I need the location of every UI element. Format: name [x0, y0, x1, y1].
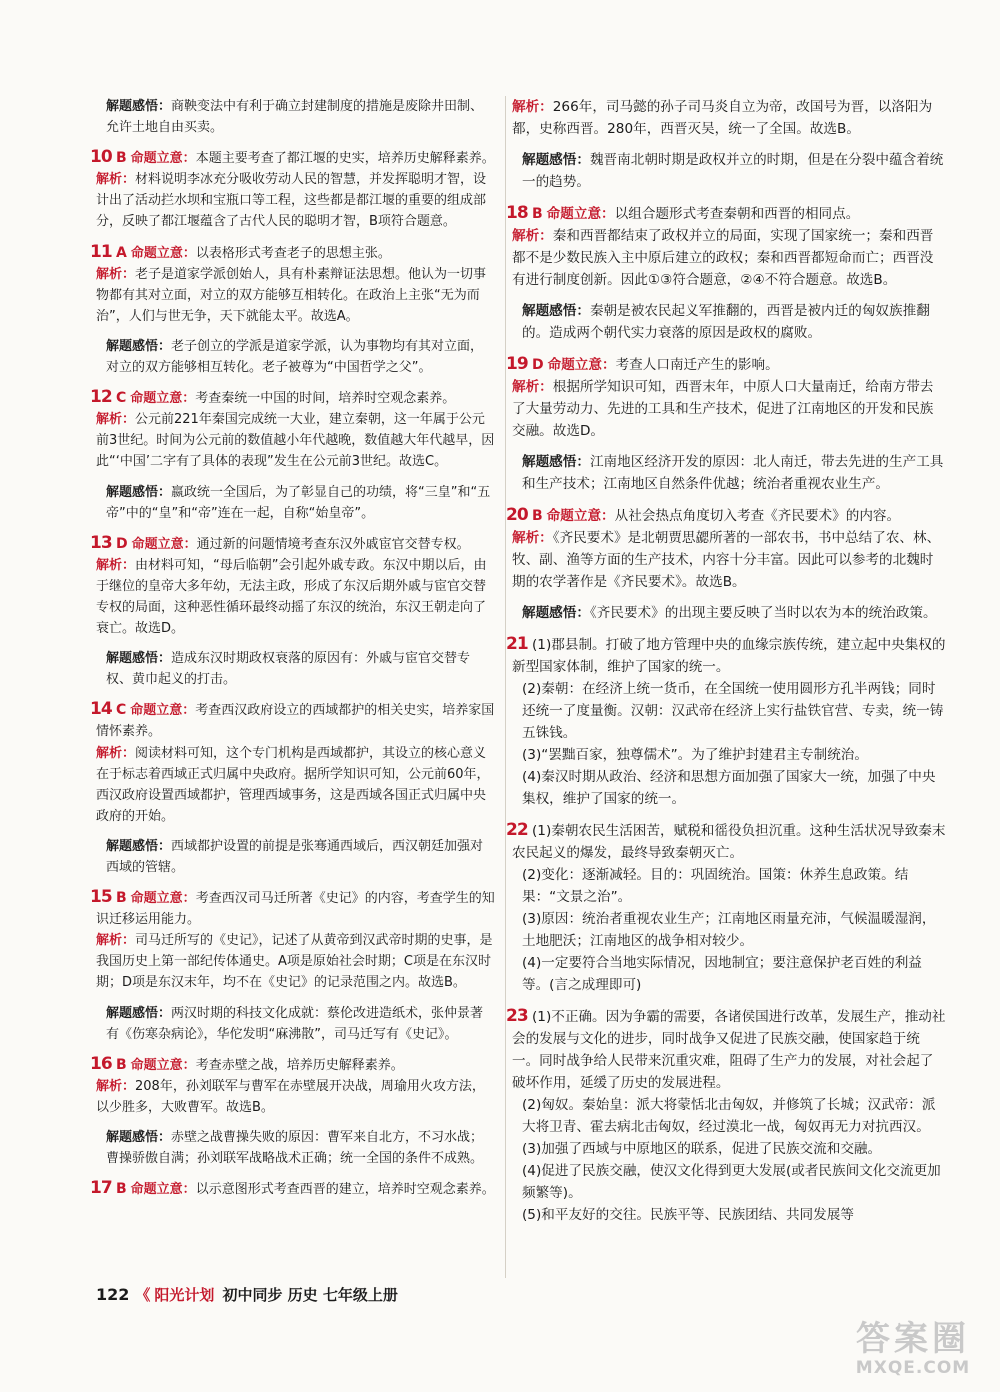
insight-label: 解题感悟： — [522, 605, 590, 621]
intent-text: 考查西汉政府设立的西域都护的相关史实，培养家国情怀素养。 — [96, 703, 495, 740]
intent-label: 命题立意： — [130, 1057, 196, 1073]
insight-block — [512, 149, 946, 193]
watermark-text: 答案圈 — [856, 1319, 970, 1359]
answer-item — [512, 766, 946, 810]
answer-item-text: (1)秦朝农民生活困苦，赋税和徭役负担沉重。这种生活状况导致秦末农民起义的爆发，最终导致秦朝灭亡。 — [512, 823, 946, 861]
analysis-text: 秦和西晋都结束了政权并立的局面，实现了国家统一；秦和西晋都不是少数民族入主中原后建立的政权；秦和西晋都短命而亡；西晋没有进行制度创新。因此①③符合题意，②④不符合题意。故选B。 — [512, 228, 934, 288]
answer-item — [512, 1094, 946, 1138]
analysis-label: 解析： — [512, 228, 553, 244]
question-number: 18 — [506, 203, 528, 223]
answer-item — [512, 1160, 946, 1204]
insight-block — [96, 648, 496, 690]
analysis-label: 解析： — [96, 933, 136, 949]
analysis-label: 解析： — [512, 530, 553, 546]
insight-text: 秦朝是被农民起义军推翻的，西晋是被内迁的匈奴族推翻的。造成两个朝代实力衰落的原因是政权的腐败。 — [522, 303, 930, 341]
answer-item-text: (3)加强了西域与中原地区的联系，促进了民族交流和交融。 — [522, 1141, 882, 1157]
analysis-block — [512, 96, 946, 140]
question-header — [90, 387, 496, 409]
intent-label: 命题立意： — [130, 891, 196, 907]
question-header — [506, 202, 946, 225]
analysis-block — [96, 930, 496, 993]
insight-label: 解题感悟： — [106, 1005, 172, 1021]
intent-label: 命题立意： — [131, 536, 197, 552]
answer-letter: B — [116, 150, 127, 167]
insight-label: 解题感悟： — [106, 838, 172, 854]
insight-block — [96, 1003, 496, 1045]
analysis-block — [512, 376, 946, 442]
page-number: 122 — [96, 1285, 130, 1304]
intent-text: 考查秦统一中国的时间，培养时空观念素养。 — [195, 391, 456, 407]
intent-text: 本题主要考查了都江堰的史实，培养历史解释素养。 — [195, 151, 495, 167]
answer-item-text: (4)秦汉时期从政治、经济和思想方面加强了国家大一统，加强了中央集权，维护了国家的统一。 — [522, 769, 936, 807]
analysis-label: 解析： — [512, 379, 553, 395]
insight-label: 解题感悟： — [522, 454, 590, 470]
question-header — [506, 353, 946, 376]
insight-block — [512, 451, 946, 495]
insight-block — [96, 836, 496, 878]
answer-item — [512, 1138, 946, 1160]
insight-text: 造成东汉时期政权衰落的原因有：外戚与宦官交替专权、黄巾起义的打击。 — [106, 651, 471, 688]
question-header — [90, 532, 496, 555]
analysis-text: 《齐民要术》是北朝贾思勰所著的一部农书，书中总结了农、林、牧、副、渔等方面的生产技术，内容十分丰富。因此可以参考的北魏时期的农学著作是《齐民要术》。故选B。 — [512, 530, 941, 590]
analysis-text: 阅读材料可知，这个专门机构是西域都护，其设立的核心意义在于标志着西域正式归属中央政府。据所学知识可知，公元前60年，西汉政府设置西域都护，管理西域事务，这是西域各国正式归属中央政府的开始。 — [96, 745, 490, 824]
book-series: 初中同步 历史 七年级上册 — [222, 1286, 398, 1304]
question-number: 19 — [506, 354, 528, 374]
question-header — [90, 699, 496, 742]
answer-item-text: (2)匈奴。秦始皇：派大将蒙恬北击匈奴，并修筑了长城；汉武帝：派大将卫青、霍去病北击匈奴，经过漠北一战，匈奴再无力对抗西汉。 — [522, 1097, 936, 1135]
question-header — [90, 147, 496, 169]
intent-label: 命题立意： — [130, 1182, 196, 1198]
intent-label: 命题立意： — [546, 206, 615, 222]
answer-item-text: (4)一定要符合当地实际情况，因地制宜；要注意保护老百姓的利益等。(言之成理即可) — [522, 955, 922, 993]
insight-text: 商鞅变法中有利于确立封建制度的措施是废除井田制、允许土地自由买卖。 — [106, 99, 484, 136]
question-number: 17 — [90, 1178, 112, 1199]
question-number: 20 — [506, 505, 528, 525]
answer-letter: D — [116, 535, 128, 552]
answer-item — [506, 819, 946, 864]
intent-label: 命题立意： — [547, 357, 616, 373]
analysis-block — [96, 1076, 496, 1118]
answer-item-text: (3)“罢黜百家，独尊儒术”。为了维护封建君主专制统治。 — [522, 747, 868, 763]
intent-text: 以组合题形式考查秦朝和西晋的相同点。 — [614, 206, 860, 222]
insight-label: 解题感悟： — [106, 484, 172, 500]
intent-label: 命题立意： — [130, 391, 196, 407]
insight-block — [512, 602, 946, 624]
question-header — [90, 241, 496, 264]
insight-text: 嬴政统一全国后，为了彰显自己的功绩，将“三皇”和“五帝”中的“皇”和“帝”连在一起，自称“始皇帝”。 — [106, 484, 491, 521]
question-header — [90, 887, 496, 930]
answer-item — [512, 952, 946, 996]
answer-letter: B — [116, 1056, 127, 1073]
insight-text: 两汉时期的科技文化成就：蔡伦改进造纸术，张仲景著有《伤寒杂病论》，华佗发明“麻沸散”，司马迁写有《史记》。 — [106, 1005, 484, 1042]
insight-label: 解题感悟： — [106, 338, 172, 354]
insight-block — [512, 300, 946, 344]
analysis-block — [96, 264, 496, 327]
answer-item — [512, 864, 946, 908]
answer-item-text: (3)原因：统治者重视农业生产；江南地区雨量充沛，气候温暖湿润，土地肥沃；江南地区的战争相对较少。 — [522, 911, 936, 949]
insight-label: 解题感悟： — [522, 152, 590, 168]
insight-block — [96, 336, 496, 378]
chevron-icon: 《 — [135, 1286, 151, 1304]
analysis-block — [512, 225, 946, 291]
question-number: 22 — [506, 820, 528, 840]
insight-text: 赤壁之战曹操失败的原因：曹军来自北方，不习水战；曹操骄傲自满；孙刘联军战略战术正确；统一全国的条件不成熟。 — [106, 1130, 484, 1167]
insight-block — [96, 1127, 496, 1169]
answer-letter: B — [532, 206, 543, 222]
insight-label: 解题感悟： — [106, 99, 172, 114]
watermark-url: MXQE.COM — [855, 1358, 971, 1378]
intent-text: 考查人口南迁产生的影响。 — [615, 357, 779, 373]
answer-letter: B — [116, 1181, 127, 1198]
question-number: 10 — [90, 147, 112, 168]
right-column — [506, 96, 946, 1235]
answer-letter: A — [116, 244, 127, 261]
analysis-text: 由材料可知，“母后临朝”会引起外戚专政。东汉中期以后，由于继位的皇帝大多年幼，无法主政，形成了东汉后期外戚与宦官交替专权的局面，这种恶性循环最终动摇了东汉的统治，东汉王朝走向了衰亡。故选D。 — [96, 557, 487, 637]
answer-item-text: (5)和平友好的交往。民族平等、民族团结、共同发展等 — [522, 1207, 854, 1223]
insight-block — [96, 482, 496, 524]
analysis-text: 公元前221年秦国完成统一大业，建立秦朝，这一年属于公元前3世纪。时间为公元前的数值越小年代越晚，数值越大年代越早，因此“‘中国’二字有了具体的表现”发生在公元前3世纪。故选C。 — [96, 412, 495, 470]
answer-letter: B — [116, 890, 127, 907]
answer-list — [506, 819, 946, 996]
insight-label: 解题感悟： — [106, 651, 172, 667]
brand-name: 阳光计划 — [154, 1286, 215, 1304]
insight-text: 《齐民要术》的出现主要反映了当时以农为本的统治政策。 — [589, 605, 937, 621]
analysis-label: 解析： — [96, 557, 136, 573]
insight-text: 魏晋南北朝时期是政权并立的时期，但是在分裂中蕴含着统一的趋势。 — [522, 152, 944, 190]
intent-label: 命题立意： — [130, 151, 196, 167]
analysis-block — [96, 555, 496, 639]
answer-list — [506, 1005, 946, 1226]
intent-text: 通过新的问题情境考查东汉外戚宦官交替专权。 — [196, 536, 470, 552]
answer-item — [512, 908, 946, 952]
answer-list — [506, 633, 946, 810]
question-number: 11 — [90, 241, 112, 262]
question-number: 21 — [506, 634, 528, 654]
answer-letter: C — [116, 702, 127, 719]
analysis-text: 208年，孙刘联军与曹军在赤壁展开决战，周瑜用火攻方法，以少胜多，大败曹军。故选B。 — [96, 1078, 485, 1115]
analysis-block — [512, 527, 946, 593]
answer-letter: B — [532, 508, 543, 524]
insight-label: 解题感悟： — [106, 1130, 172, 1146]
answer-item-text: (1)郡县制。打破了地方管理中央的血缘宗族传统，建立起中央集权的新型国家体制，维护了国家的统一。 — [512, 637, 946, 675]
analysis-label: 解析： — [96, 1078, 136, 1094]
intent-text: 以表格形式考查老子的思想主张。 — [195, 245, 391, 261]
page-footer — [96, 1284, 398, 1305]
analysis-label: 解析： — [512, 99, 553, 115]
analysis-block — [96, 743, 496, 827]
analysis-label: 解析： — [96, 745, 136, 761]
intent-label: 命题立意： — [130, 703, 196, 719]
analysis-text: 材料说明李冰充分吸收劳动人民的智慧，并发挥聪明才智，设计出了活动拦水坝和宝瓶口等工程，这些都是都江堰的重要的组成部分，反映了都江堰蕴含了古代人民的聪明才智，B项符合题意。 — [96, 172, 487, 230]
analysis-text: 司马迁所写的《史记》，记述了从黄帝到汉武帝时期的史事，是我国历史上第一部纪传体通史。A项是原始社会时期；C项是在东汉时期；D项是东汉末年，均不在《史记》的记录范围之内。故选B。 — [96, 933, 493, 991]
watermark — [838, 1320, 988, 1378]
question-number: 16 — [90, 1053, 112, 1074]
analysis-label: 解析： — [96, 172, 136, 188]
intent-text: 从社会热点角度切入考查《齐民要术》的内容。 — [614, 508, 901, 524]
answer-item — [506, 633, 946, 678]
analysis-label: 解析： — [96, 412, 136, 428]
answer-letter: D — [532, 357, 544, 373]
answer-item-text: (2)秦朝：在经济上统一货币，在全国统一使用圆形方孔半两钱；同时还统一了度量衡。汉朝：汉武帝在经济上实行盐铁官营、专卖，统一铸五铢钱。 — [522, 681, 944, 741]
answer-item-text: (2)变化：逐渐减轻。目的：巩固统治。国策：休养生息政策。结果：“文景之治”。 — [522, 867, 909, 905]
question-number: 13 — [90, 532, 112, 553]
analysis-text: 266年，司马懿的孙子司马炎自立为帝，改国号为晋，以洛阳为都，史称西晋。280年，西晋灭吴，统一了全国。故选B。 — [512, 99, 933, 137]
intent-label: 命题立意： — [546, 508, 615, 524]
intent-text: 以示意图形式考查西晋的建立，培养时空观念素养。 — [195, 1182, 495, 1198]
left-column — [90, 96, 496, 1200]
insight-text: 江南地区经济开发的原因：北人南迁，带去先进的生产工具和生产技术；江南地区自然条件优越；统治者重视农业生产。 — [522, 454, 944, 492]
question-header — [90, 1053, 496, 1076]
answer-item — [506, 1005, 946, 1094]
analysis-block — [96, 409, 496, 472]
answer-item — [512, 678, 946, 744]
analysis-block — [96, 169, 496, 232]
answer-item — [512, 744, 946, 766]
answer-item-text: (1)不正确。因为争霸的需要，各诸侯国进行改革，发展生产，推动社会的发展与文化的进步，同时战争又促进了民族交融，使国家趋于统一。同时战争给人民带来沉重灾难，阻碍了生产力的发展，对社会起了破坏作用，延缓了历史的发展进程。 — [512, 1009, 946, 1091]
column-divider — [505, 96, 506, 1278]
question-header — [506, 504, 946, 527]
insight-label: 解题感悟： — [522, 303, 590, 319]
insight-block — [96, 96, 496, 138]
question-number: 12 — [90, 387, 112, 408]
question-header — [90, 1178, 496, 1200]
question-number: 23 — [506, 1006, 528, 1026]
intent-text: 考查西汉司马迁所著《史记》的内容，考查学生的知识迁移运用能力。 — [96, 891, 495, 928]
analysis-text: 老子是道家学派创始人，具有朴素辩证法思想。他认为一切事物都有其对立面，对立的双方能够互相转化。在政治上主张“无为而治”，人们与世无争，天下就能太平。故选A。 — [96, 266, 487, 324]
analysis-label: 解析： — [96, 266, 136, 282]
answer-item — [512, 1204, 946, 1226]
answer-letter: C — [116, 390, 127, 407]
question-number: 15 — [90, 887, 112, 908]
analysis-text: 根据所学知识可知，西晋末年，中原人口大量南迁，给南方带去了大量劳动力、先进的工具和生产技术，促进了江南地区的开发和民族交融。故选D。 — [512, 379, 934, 439]
answer-item-text: (4)促进了民族交融，使汉文化得到更大发展(或者民族间文化交流更加频繁等)。 — [522, 1163, 941, 1201]
insight-text: 西域都护设置的前提是张骞通西域后，西汉朝廷加强对西域的管辖。 — [106, 838, 484, 875]
intent-label: 命题立意： — [130, 245, 196, 261]
intent-text: 考查赤壁之战，培养历史解释素养。 — [195, 1057, 404, 1073]
insight-text: 老子创立的学派是道家学派，认为事物均有其对立面，对立的双方能够相互转化。老子被尊为“中国哲学之父”。 — [106, 338, 484, 376]
question-number: 14 — [90, 699, 112, 720]
